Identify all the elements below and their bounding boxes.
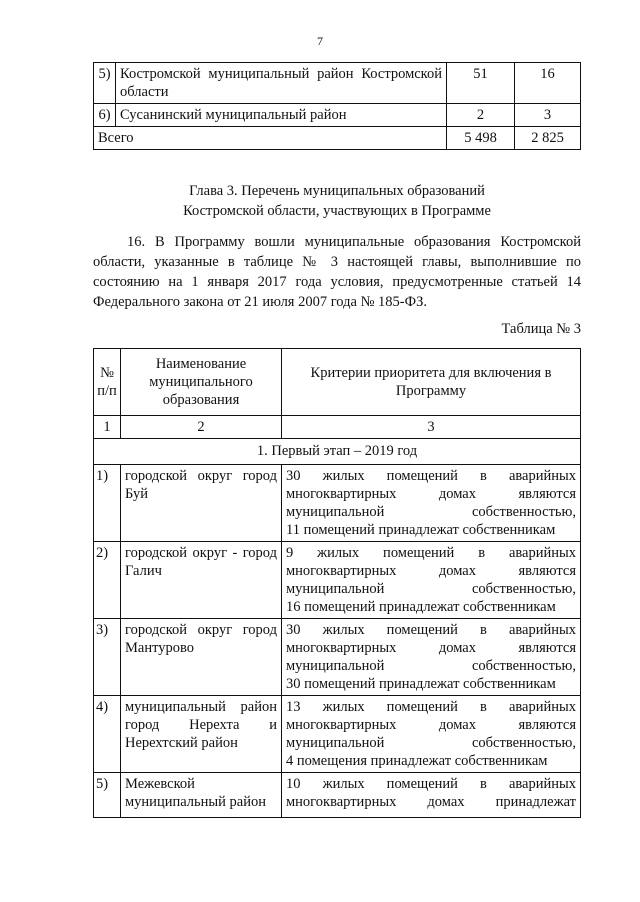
criteria-line: многоквартирных домах являются xyxy=(286,563,576,579)
criteria-line: многоквартирных домах являются xyxy=(286,717,576,733)
value-cell: 51 xyxy=(447,63,515,104)
criteria-line: многоквартирных домах являются xyxy=(286,486,576,502)
table-row xyxy=(94,619,581,696)
page-number: 7 xyxy=(317,34,323,48)
criteria-line: 30 жилых помещений в аварийных xyxy=(286,468,576,484)
municipality-name: городской округ - город Галич xyxy=(121,542,282,619)
table-row xyxy=(94,542,581,619)
criteria-line: муниципальной собственностью, xyxy=(286,735,576,751)
header-number: № п/п xyxy=(94,349,121,416)
criteria-line: 4 помещения принадлежат собственникам xyxy=(286,753,548,769)
criteria-cell xyxy=(282,773,581,818)
criteria-cell xyxy=(282,619,581,696)
criteria-line: 11 помещений принадлежат собственникам xyxy=(286,522,556,538)
row-number: 5) xyxy=(94,63,116,104)
table-row xyxy=(94,465,581,542)
criteria-line: 9 жилых помещений в аварийных xyxy=(286,545,576,561)
total-label: Всего xyxy=(94,127,447,150)
municipality-name: городской округ город Буй xyxy=(121,465,282,542)
header-criteria: Критерии приоритета для включения в Программу xyxy=(282,349,581,416)
criteria-line: 30 помещений принадлежат собственникам xyxy=(286,676,556,692)
chapter-heading xyxy=(93,181,581,221)
body-paragraph: 16. В Программу вошли муниципальные образования Костромской области, указанные в таблице № 3 настоящей главы, выполнившие по состоянию на 1 января 2017 года условия, предусмотренные статьей 14 Федерального закона от 21 июля 2007 года № 185-ФЗ. xyxy=(93,234,581,310)
index-row xyxy=(94,416,581,439)
municipality-name: городской округ город Мантурово xyxy=(121,619,282,696)
value-cell: 16 xyxy=(515,63,581,104)
row-number: 3) xyxy=(94,619,121,696)
header-name: Наименование муниципального образования xyxy=(121,349,282,416)
index-cell: 3 xyxy=(282,416,581,439)
index-cell: 2 xyxy=(121,416,282,439)
row-number: 2) xyxy=(94,542,121,619)
chapter-heading-line: Глава 3. Перечень муниципальных образований xyxy=(189,183,485,199)
table-label: Таблица № 3 xyxy=(501,321,581,337)
total-row xyxy=(94,127,581,150)
row-number: 4) xyxy=(94,696,121,773)
criteria-line: муниципальной собственностью, xyxy=(286,581,576,597)
criteria-line: 30 жилых помещений в аварийных xyxy=(286,622,576,638)
stage-title: 1. Первый этап – 2019 год xyxy=(94,439,581,465)
chapter-heading-line: Костромской области, участвующих в Программе xyxy=(183,203,491,219)
criteria-line: муниципальной собственностью, xyxy=(286,504,576,520)
table-row xyxy=(94,63,581,104)
value-cell: 3 xyxy=(515,104,581,127)
table-row xyxy=(94,104,581,127)
municipality-name: Костромской муниципальный район Костромской области xyxy=(116,63,447,104)
value-cell: 2 xyxy=(447,104,515,127)
row-number: 6) xyxy=(94,104,116,127)
criteria-line: 13 жилых помещений в аварийных xyxy=(286,699,576,715)
criteria-cell xyxy=(282,542,581,619)
criteria-line: муниципальной собственностью, xyxy=(286,658,576,674)
table-row xyxy=(94,773,581,818)
row-number: 5) xyxy=(94,773,121,818)
municipality-name: муниципальный район город Нерехта и Нерехтский район xyxy=(121,696,282,773)
index-cell: 1 xyxy=(94,416,121,439)
stage-row xyxy=(94,439,581,465)
total-value: 2 825 xyxy=(515,127,581,150)
summary-table xyxy=(93,62,581,150)
total-value: 5 498 xyxy=(447,127,515,150)
municipality-name: Сусанинский муниципальный район xyxy=(116,104,447,127)
municipalities-table xyxy=(93,348,581,818)
criteria-cell xyxy=(282,696,581,773)
criteria-line: 16 помещений принадлежат собственникам xyxy=(286,599,556,615)
criteria-line: 10 жилых помещений в аварийных xyxy=(286,776,576,792)
row-number: 1) xyxy=(94,465,121,542)
criteria-cell xyxy=(282,465,581,542)
header-row xyxy=(94,349,581,416)
municipality-name: Межевской муниципальный район xyxy=(121,773,282,818)
table-row xyxy=(94,696,581,773)
criteria-line: многоквартирных домах являются xyxy=(286,640,576,656)
criteria-line: многоквартирных домах принадлежат xyxy=(286,794,576,810)
